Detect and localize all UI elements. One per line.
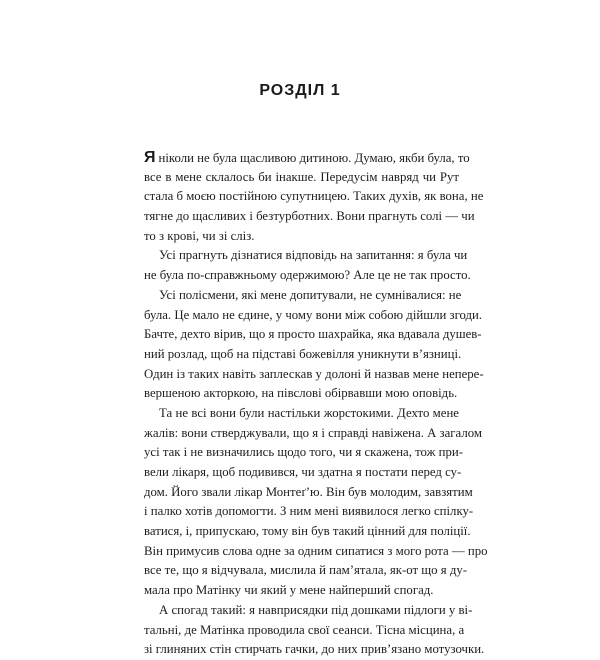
line-text: мала про Матінку чи який у мене найперший спогад. [144,583,434,598]
line-text: зі глиняних стін стирчать гачки, до них прив’язано мотузочки. [144,642,485,657]
text-line [144,148,470,168]
line-text: тягне до щасливих і безтурботних. Вони прагнуть солі — чи [144,209,475,224]
text-line [144,601,473,621]
text-line [144,306,483,326]
body-text [144,148,488,660]
text-line [144,522,471,542]
line-text: дом. Його звали лікар Монтеґ’ю. Він був молодим, завзятим [144,484,473,499]
line-text: Усі прагнуть дізнатися відповідь на запитання: я була чи [159,248,468,263]
line-text: ний розлад, щоб на підставі божевілля уникнути в’язниці. [144,346,462,361]
line-text: все в мене склалось би інакше. Передусім навряд чи Рут [144,169,459,184]
text-line [144,345,462,365]
line-text: не була по-справжньому одержимою? Але це не так просто. [144,268,471,283]
text-line [144,561,468,581]
text-line [144,365,484,385]
text-line [144,640,485,660]
line-text: ватися, і, припускаю, тому він був такий цінний для поліції. [144,524,471,539]
text-line [144,286,462,306]
text-line [144,168,459,188]
line-text: і палко хотів допомогти. З ним мені виявилося легко спілку- [144,504,474,519]
line-text: все те, що я відчувала, мислила й пам’ятала, як-от що я ду- [144,563,468,578]
text-line [144,266,471,286]
text-line [144,246,468,266]
text-line [144,187,484,207]
text-line [144,502,474,522]
text-line [144,463,462,483]
line-text: Один із таких навіть заплескав у долоні й назвав мене непере- [144,366,484,381]
line-text: усі так і не визначились щодо того, чи я скажена, тож при- [144,445,464,460]
text-line [144,621,465,641]
line-text: стала б моєю постійною супутницею. Таких духів, як вона, не [144,189,484,204]
text-line [144,207,475,227]
line-text: А спогад такий: я навприсядки під дошками підлоги у ві- [159,602,473,617]
line-text: Усі полісмени, які мене допитували, не сумнівалися: не [159,287,462,302]
line-text: ніколи не була щасливою дитиною. Думаю, якби була, то [158,151,470,165]
text-line [144,581,459,601]
line-text: була. Це мало не єдине, у чому вони між собою дійшли згоди. [144,307,483,322]
text-line [144,483,473,503]
line-text: вели лікаря, щоб подивився, чи здатна я постати перед су- [144,465,462,479]
text-line [144,443,464,463]
text-line [144,404,459,424]
text-line [144,325,482,345]
line-text: вершеною акторкою, на півслові обірвавши мою оповідь. [144,386,458,401]
text-line [144,424,482,444]
text-line [144,227,459,247]
line-text: жалів: вони стверджували, що я і справді навіжена. А загалом [144,425,482,440]
line-text: тальні, де Матінка проводила свої сеанси. Тісна місцина, а [144,622,465,637]
line-text: то з крові, чи зі сліз. [144,228,255,243]
text-line [144,384,459,404]
line-text: Бачте, дехто вірив, що я просто шахрайка, яка вдавала душев- [144,327,482,342]
text-line [144,542,488,562]
drop-cap: Я [144,149,156,166]
line-text: Та не всі вони були настільки жорстокими. Дехто мене [159,405,459,420]
chapter-title: РОЗДІЛ 1 [259,82,341,99]
line-text: Він примусив слова одне за одним сипатися з мого рота — про [144,543,488,558]
